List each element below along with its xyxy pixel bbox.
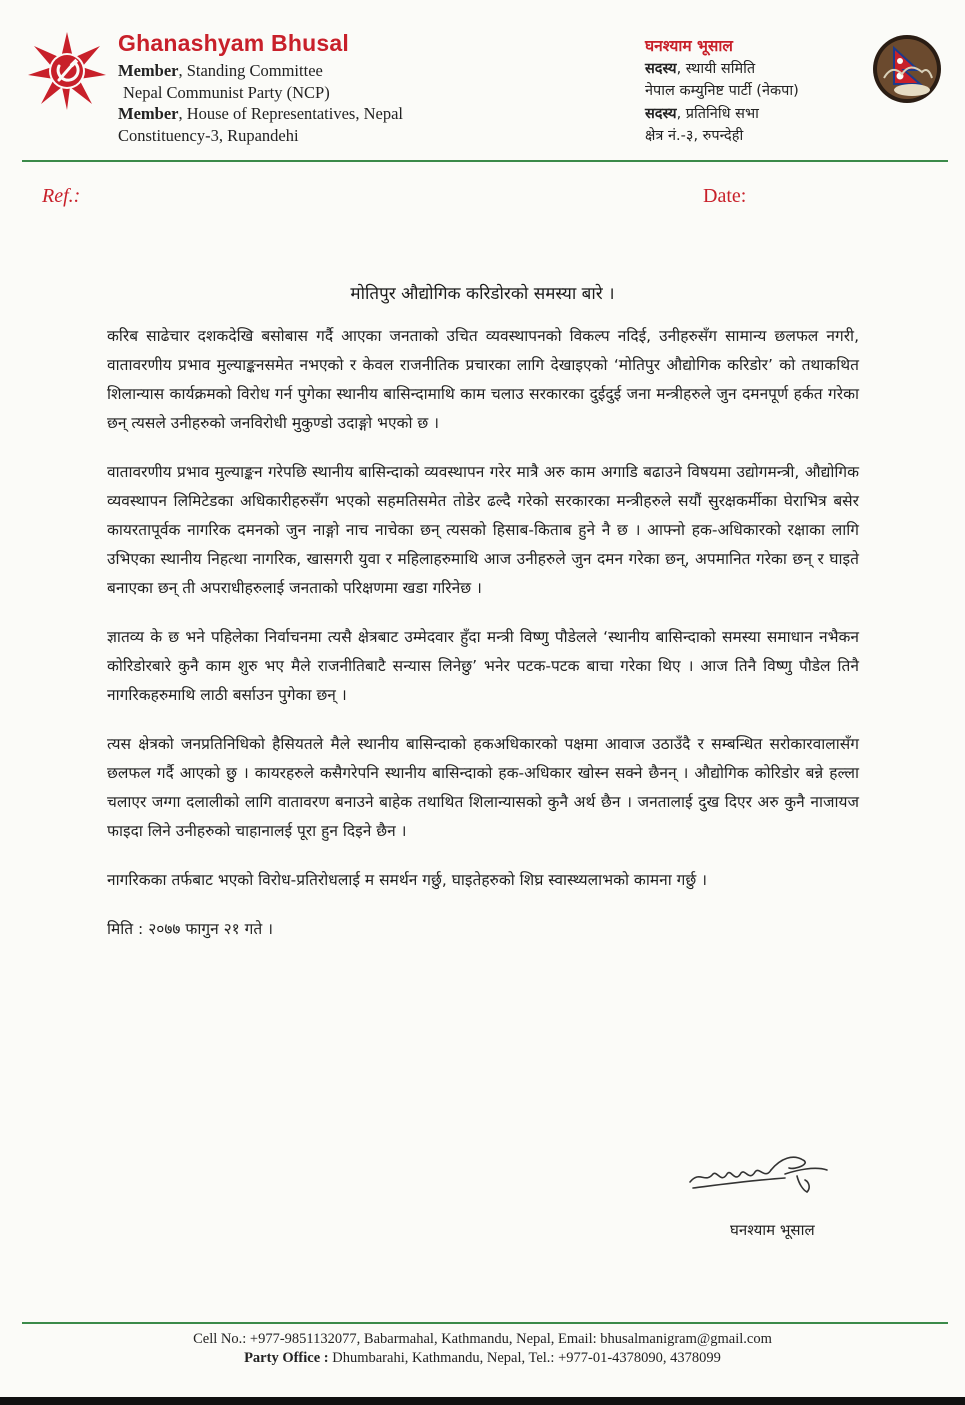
- paragraph-4: त्यस क्षेत्रको जनप्रतिनिधिको हैसियतले मैले स्थानीय बासिन्दाको हकअधिकारको पक्षमा आवाज उठाउँदै र सम्बन्धित सरोकारवालासँग छलफल गर्दै आएको छु । कायरहरुले कसैगरेपनि स्थानीय बासिन्दाको हक-अधिकार खोस्न सक्ने छैनन् । औद्योगिक कोरिडोर बन्ने हल्ला चलाएर जग्गा दलालीको लागि वातावरण बनाउने बाहेक तथाथित शिलान्यासको कुनै अर्थ छैन । जनतालाई दुख दिएर अरु कुनै नाजायज फाइदा लिने उनीहरुको चाहानालई पूरा हुन दिइने छैन ।: [107, 735, 859, 840]
- nepal-flag-emblem-icon: [872, 34, 942, 104]
- en-line1-rest: , Standing Committee: [178, 61, 323, 80]
- np-line3-bold: सदस्य: [645, 105, 677, 122]
- hammer-sickle-star-icon: [26, 30, 108, 112]
- nepali-designation: [645, 35, 799, 148]
- english-name: Ghanashyam Bhusal: [118, 30, 349, 56]
- en-line2: Nepal Communist Party (NCP): [123, 82, 330, 102]
- english-designation: [118, 60, 403, 146]
- np-line2: नेपाल कम्युनिष्ट पार्टी (नेकपा): [645, 83, 799, 99]
- footer-office-address: Dhumbarahi, Kathmandu, Nepal, Tel.: +977-01-4378090, 4378099: [328, 1350, 721, 1366]
- date-label: Date:: [703, 185, 747, 207]
- en-line3-bold: Member: [118, 104, 179, 123]
- paragraph-1: करिब साढेचार दशकदेखि बसोबास गर्दै आएका जनताको उचित व्यवस्थापनको विकल्प नदिई, उनीहरुसँग सामान्य छलफल नगरी, वातावरणीय प्रभाव मुल्याङ्कनसमेत नभएको र केवल राजनीतिक प्रचारका लागि देखाइएको ‘मोतिपुर औद्योगिक करिडोर’ को तथाकथित शिलान्यास कार्यक्रमको विरोध गर्न पुगेका स्थानीय बासिन्दामाथि काम चलाउ सरकारका दुईदुई जना मन्त्रीहरुले जुन दमनपूर्ण हर्कत गरेका छन् त्यसले उनीहरुको जनविरोधी मुकुण्डो उदाङ्गो भएको छ ।: [107, 327, 859, 432]
- footer-office-label: Party Office :: [244, 1350, 329, 1366]
- paragraph-3: ज्ञातव्य के छ भने पहिलेका निर्वाचनमा त्यसै क्षेत्रबाट उम्मेदवार हुँदा मन्त्री विष्णु पौडेलले ‘स्थानीय बासिन्दाको समस्या समाधान नभैकन कोरिडोरबारे कुनै काम शुरु भए मैले राजनीतिबाटै सन्यास लिनेछु’ भनेर पटक-पटक बाचा गरेका थिए । आज तिनै विष्णु पौडेल तिनै नागरिकहरुमाथि लाठी बर्साउन पुगेका छन् ।: [107, 628, 859, 704]
- ref-label: Ref.:: [42, 185, 81, 207]
- header-divider: [22, 160, 948, 162]
- signature-image: [685, 1140, 840, 1210]
- np-line1-bold: सदस्य: [645, 60, 677, 77]
- signature-name: घनश्याम भूसाल: [730, 1221, 815, 1239]
- en-line4: Constituency-3, Rupandehi: [118, 125, 299, 145]
- bottom-edge: [0, 1397, 965, 1405]
- en-line3-rest: , House of Representatives, Nepal: [178, 104, 403, 123]
- nepali-name: घनश्याम भूसाल: [645, 37, 733, 55]
- footer-divider: [22, 1322, 948, 1324]
- letter-date-line: मिति : २०७७ फागुन २१ गते ।: [107, 920, 274, 938]
- np-line4: क्षेत्र नं.-३, रुपन्देही: [645, 128, 744, 144]
- en-line1-bold: Member: [118, 61, 179, 80]
- footer-line1: Cell No.: +977-9851132077, Babarmahal, Kathmandu, Nepal, Email: bhusalmanigram@gmail.com: [193, 1331, 772, 1347]
- paragraph-2: वातावरणीय प्रभाव मुल्याङ्कन गरेपछि स्थानीय बासिन्दाको व्यवस्थापन गरेर मात्रै अरु काम अगाडि बढाउने विषयमा उद्योगमन्त्री, औद्योगिक व्यवस्थापन लिमिटेडका अधिकारीहरुसँग भएको सहमतिसमेत तोडेर ढल्दै गरेको सरकारका मन्त्रीहरुले सयौं सुरक्षकर्मीका घेराभित्र बसेर कायरतापूर्वक नागरिक दमनको जुन नाङ्गो नाच नाचेका छन् त्यसको हिसाब-किताब हुने नै छ । आफ्नो हक-अधिकारको रक्षाका लागि उभिएका स्थानीय निहत्था नागरिक, खासगरी युवा र महिलाहरुमाथि आज उनीहरुले जुन दमन गरेका छन्, अपमानित गरेका छन् र घाइते बनाएका छन् ती अपराधीहरुलाई जनताको परिक्षणमा खडा गरिनेछ ।: [107, 463, 859, 597]
- footer-contact: [0, 1330, 965, 1368]
- paragraph-5: नागरिकका तर्फबाट भएको विरोध-प्रतिरोधलाई म समर्थन गर्छु, घाइतेहरुको शिघ्र स्वास्थ्यलाभको कामना गर्छु ।: [107, 871, 708, 889]
- np-line1-rest: , स्थायी समिति: [676, 60, 756, 77]
- letter-body: [107, 322, 859, 964]
- np-line3-rest: , प्रतिनिधि सभा: [676, 105, 759, 122]
- letter-subject: मोतिपुर औद्योगिक करिडोरको समस्या बारे ।: [350, 284, 615, 304]
